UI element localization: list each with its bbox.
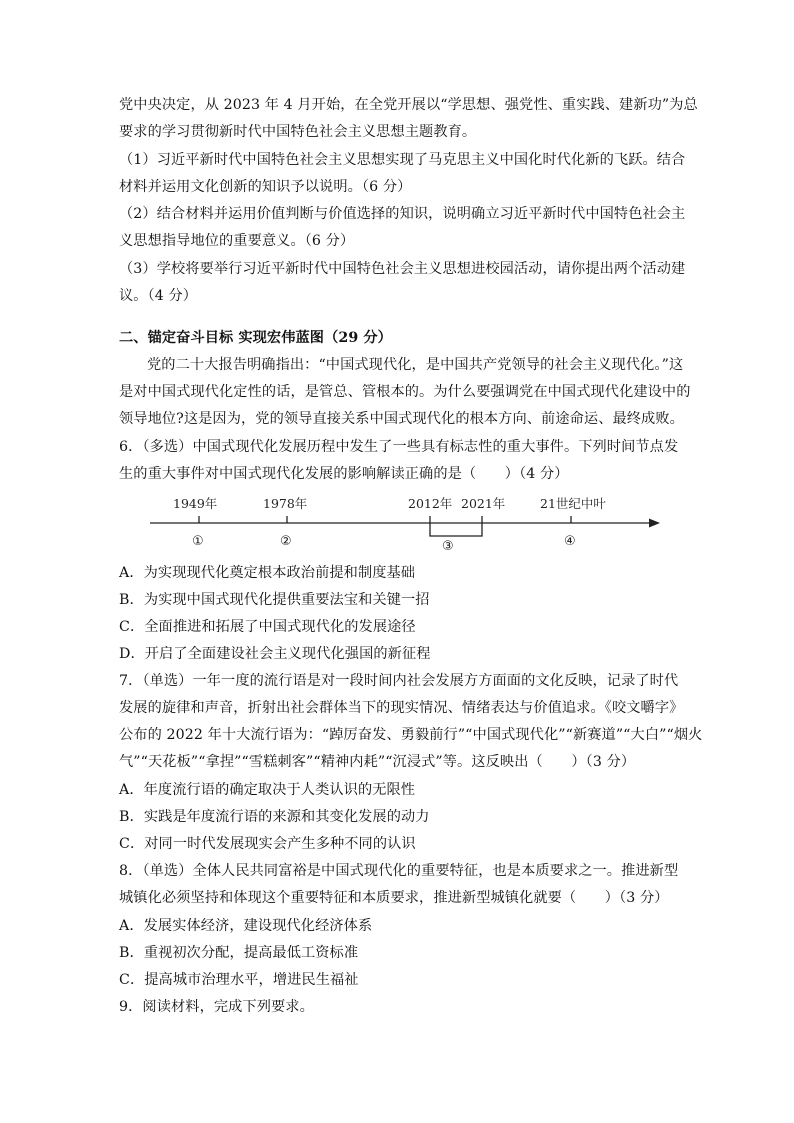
timeline-label-2021: 2021年 xyxy=(461,496,506,511)
question-7-option: C．对同一时代发展现实会产生多种不同的认识 xyxy=(119,836,416,852)
question-6-option: C．全面推进和拓展了中国式现代化的发展途径 xyxy=(119,619,416,635)
timeline-label-2012: 2012年 xyxy=(408,496,453,511)
intro-line: 领导地位?这是因为，党的领导直接关系中国式现代化的根本方向、前途命运、最终成败。 xyxy=(119,411,684,427)
question-6-option: A．为实现现代化奠定根本政治前提和制度基础 xyxy=(119,565,416,581)
question-6-option: B．为实现中国式现代化提供重要法宝和关键一招 xyxy=(119,592,430,608)
question-1-line: （1）习近平新时代中国特色社会主义思想实现了马克思主义中国化时代化新的飞跃。结合 xyxy=(119,152,686,168)
intro-line: 党的二十大报告明确指出：“中国式现代化，是中国共产党领导的社会主义现代化。”这 xyxy=(147,357,684,373)
question-8-option: C．提高城市治理水平，增进民生福祉 xyxy=(119,972,359,988)
question-6-stem: 6．（多选）中国式现代化发展历程中发生了一些具有标志性的重大事件。下列时间节点发 xyxy=(119,439,679,455)
timeline-marker-2: ② xyxy=(280,534,292,549)
question-7-stem: 7．（单选）一年一度的流行语是对一段时间内社会发展方方面面的文化反映，记录了时代 xyxy=(119,673,679,689)
timeline-label-21st-century: 21世纪中叶 xyxy=(540,496,606,511)
question-6-option: D．开启了全面建设社会主义现代化强国的新征程 xyxy=(119,646,431,662)
timeline-arrow-icon xyxy=(649,519,660,528)
question-7-option: B．实践是年度流行语的来源和其变化发展的动力 xyxy=(119,809,430,825)
question-8-stem: 城镇化必须坚持和体现这个重要特征和本质要求，推进新型城镇化就要（ ）（3 分） xyxy=(119,890,669,906)
timeline-label-1949: 1949年 xyxy=(173,496,218,511)
question-2-line: 义思想指导地位的重要意义。（6 分） xyxy=(119,233,355,249)
question-7-stem: 气”“天花板”“拿捏”“雪糕刺客”“精神内耗”“沉浸式”等。这反映出（ ）（3 分） xyxy=(119,754,636,770)
question-8-option: B．重视初次分配，提高最低工资标准 xyxy=(119,945,359,961)
timeline-marker-1: ① xyxy=(192,534,204,549)
question-9-stem: 9．阅读材料，完成下列要求。 xyxy=(119,999,314,1015)
question-1-line: 材料并运用文化创新的知识予以说明。（6 分） xyxy=(119,179,412,195)
timeline-marker-3: ③ xyxy=(442,539,454,554)
question-8-stem: 8．（单选）全体人民共同富裕是中国式现代化的重要特征，也是本质要求之一。推进新型 xyxy=(119,863,679,879)
question-7-option: A．年度流行语的确定取决于人类认识的无限性 xyxy=(119,782,416,798)
timeline-label-1978: 1978年 xyxy=(263,496,308,511)
section-title: 二、锚定奋斗目标 实现宏伟蓝图（29 分） xyxy=(119,330,392,346)
question-2-line: （2）结合材料并运用价值判断与价值选择的知识，说明确立习近平新时代中国特色社会主 xyxy=(119,206,686,222)
question-8-option: A．发展实体经济，建设现代化经济体系 xyxy=(119,918,373,934)
material-text-line: 要求的学习贯彻新时代中国特色社会主义思想主题教育。 xyxy=(119,124,477,140)
question-3-line: 议。（4 分） xyxy=(119,288,198,304)
question-6-stem: 生的重大事件对中国式现代化发展的影响解读正确的是（ ）（4 分） xyxy=(119,466,569,482)
question-7-stem: 公布的 2022 年十大流行语为：“踔厉奋发、勇毅前行”“中国式现代化”“新赛道”“大白”“烟火 xyxy=(119,727,703,743)
question-3-line: （3）学校将要举行习近平新时代中国特色社会主义思想进校园活动，请你提出两个活动建 xyxy=(119,261,686,277)
material-text-line: 党中央决定，从 2023 年 4 月开始，在全党开展以“学思想、强党性、重实践、建新功”为总 xyxy=(119,97,698,113)
intro-line: 是对中国式现代化定性的话，是管总、管根本的。为什么要强调党在中国式现代化建设中的 xyxy=(119,384,691,400)
timeline-bracket xyxy=(430,516,482,536)
timeline-diagram xyxy=(140,488,680,558)
question-7-stem: 发展的旋律和声音，折射出社会群体当下的现实情况、情绪表达与价值追求。《咬文嚼字》 xyxy=(119,700,684,716)
timeline-marker-4: ④ xyxy=(564,534,576,549)
